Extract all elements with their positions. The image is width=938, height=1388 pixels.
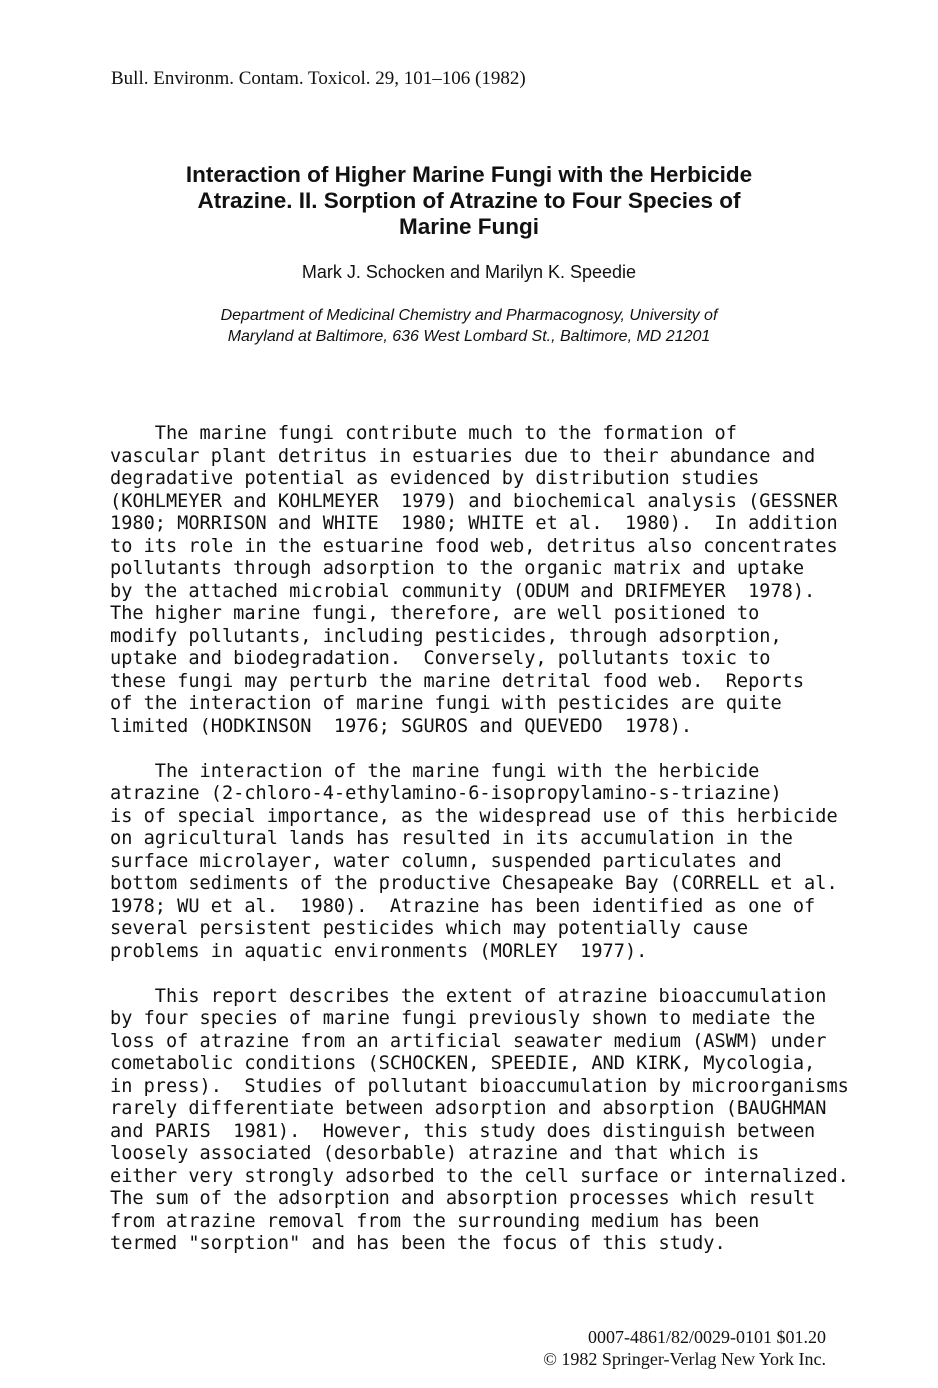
footer — [543, 1326, 826, 1370]
text-line: The sum of the adsorption and absorption processes which result — [110, 1188, 816, 1209]
text-line: by the attached microbial community (ODUM and DRIFMEYER 1978). — [110, 580, 816, 602]
text-line: either very strongly adsorbed to the cell surface or internalized. — [110, 1165, 849, 1187]
issn-price-code: 0007-4861/82/0029-0101 $01.20 — [588, 1327, 826, 1347]
text-line: to its role in the estuarine food web, detritus also concentrates — [110, 535, 838, 557]
text-line: of the interaction of marine fungi with pesticides are quite — [110, 693, 782, 714]
text-line: loosely associated (desorbable) atrazine and that which is — [110, 1143, 760, 1164]
text-line: degradative potential as evidenced by distribution studies — [110, 468, 760, 489]
paragraph-gap — [110, 963, 849, 986]
paragraph-gap — [110, 738, 849, 761]
text-line: is of special importance, as the widespread use of this herbicide — [110, 805, 838, 827]
text-line: The marine fungi contribute much to the formation of — [110, 423, 737, 444]
text-line: uptake and biodegradation. Conversely, pollutants toxic to — [110, 648, 771, 669]
text-line: termed "sorption" and has been the focus of this study. — [110, 1233, 726, 1254]
text-line: by four species of marine fungi previously shown to mediate the — [110, 1008, 816, 1029]
text-line: The higher marine fungi, therefore, are well positioned to — [110, 603, 760, 624]
text-line: in press). Studies of pollutant bioaccumulation by microorganisms — [110, 1075, 849, 1097]
title-line: Interaction of Higher Marine Fungi with the Herbicide — [185, 162, 753, 187]
paragraph-2 — [110, 761, 849, 964]
text-line: The interaction of the marine fungi with the herbicide — [110, 760, 760, 782]
text-line: limited (HODKINSON 1976; SGUROS and QUEVEDO 1978). — [110, 715, 693, 737]
text-line: atrazine (2-chloro-4-ethylamino-6-isopropylamino-s-triazine) — [110, 783, 782, 804]
text-line: 1980; MORRISON and WHITE 1980; WHITE et al. 1980). In addition — [110, 513, 838, 534]
text-line: modify pollutants, including pesticides, through adsorption, — [110, 625, 782, 647]
text-line: vascular plant detritus in estuaries due to their abundance and — [110, 445, 816, 467]
paragraph-1 — [110, 423, 849, 738]
text-line: 1978; WU et al. 1980). Atrazine has been identified as one of — [110, 895, 816, 917]
text-line: rarely differentiate between adsorption and absorption (BAUGHMAN — [110, 1098, 827, 1119]
text-line: This report describes the extent of atrazine bioaccumulation — [110, 985, 827, 1007]
text-line: surface microlayer, water column, suspended particulates and — [110, 850, 782, 872]
title-line: Marine Fungi — [399, 214, 539, 239]
text-line: (KOHLMEYER and KOHLMEYER 1979) and biochemical analysis (GESSNER — [110, 490, 838, 512]
text-line: these fungi may perturb the marine detrital food web. Reports — [110, 670, 805, 692]
body-text — [110, 423, 849, 1256]
text-line: problems in aquatic environments (MORLEY 1977). — [110, 940, 648, 962]
affiliation-line: Maryland at Baltimore, 636 West Lombard St., Baltimore, MD 21201 — [227, 328, 711, 345]
affiliation — [100, 305, 838, 347]
paper-title — [90, 162, 848, 240]
copyright-notice: © 1982 Springer-Verlag New York Inc. — [543, 1349, 826, 1369]
journal-citation: Bull. Environm. Contam. Toxicol. 29, 101–106 (1982) — [111, 68, 526, 89]
text-line: loss of atrazine from an artificial seawater medium (ASWM) under — [110, 1030, 827, 1052]
text-line: on agricultural lands has resulted in its accumulation in the — [110, 828, 793, 849]
paragraph-3 — [110, 986, 849, 1256]
text-line: from atrazine removal from the surrounding medium has been — [110, 1210, 760, 1232]
title-line: Atrazine. II. Sorption of Atrazine to Four Species of — [197, 188, 741, 213]
text-line: and PARIS 1981). However, this study does distinguish between — [110, 1120, 816, 1142]
text-line: bottom sediments of the productive Chesapeake Bay (CORRELL et al. — [110, 873, 838, 894]
affiliation-line: Department of Medicinal Chemistry and Pharmacognosy, University of — [220, 307, 718, 324]
text-line: cometabolic conditions (SCHOCKEN, SPEEDIE, AND KIRK, Mycologia, — [110, 1053, 816, 1074]
text-line: pollutants through adsorption to the organic matrix and uptake — [110, 558, 805, 579]
authors: Mark J. Schocken and Marilyn K. Speedie — [301, 262, 637, 282]
text-line: several persistent pesticides which may potentially cause — [110, 918, 749, 939]
